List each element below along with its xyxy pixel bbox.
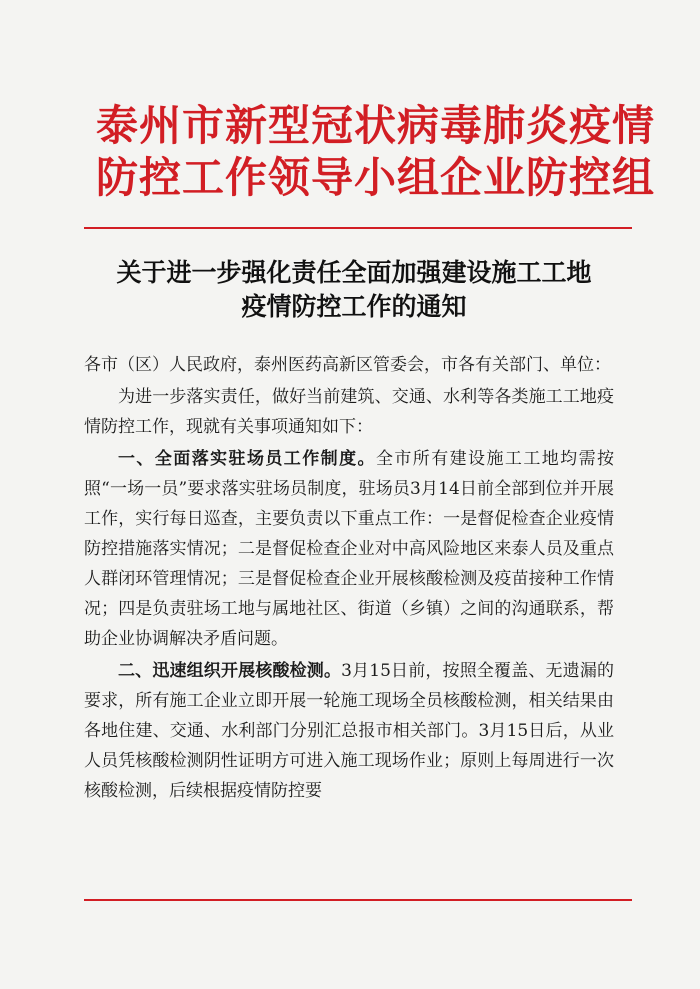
section-2-heading: 二、迅速组织开展核酸检测。	[118, 661, 342, 681]
title-line-2: 疫情防控工作的通知	[241, 292, 467, 321]
intro-paragraph: 为进一步落实责任，做好当前建筑、交通、水利等各类施工工地疫情防控工作，现就有关事项通知如下：	[84, 387, 614, 437]
footer-red-rule	[84, 899, 632, 901]
org-name-line-1: 泰州市新型冠状病毒肺炎疫情	[96, 101, 656, 150]
section-1-paragraph	[84, 444, 614, 654]
document-title	[80, 256, 628, 324]
salutation: 各市（区）人民政府，泰州医药高新区管委会，市各有关部门、单位：	[84, 355, 611, 375]
section-1-heading: 一、全面落实驻场员工作制度。	[118, 449, 376, 469]
issuing-organization-header	[96, 100, 656, 204]
section-2-text: 3月15日前，按照全覆盖、无遗漏的要求，所有施工企业立即开展一轮施工现场全员核酸检测，相关结果由各地住建、交通、水利部门分别汇总报市相关部门。3月15日后，从业人员凭核酸检测阴性证明方可进入施工现场作业；原则上每周进行一次核酸检测，后续根据疫情防控要	[84, 661, 615, 801]
org-name-line-2: 防控工作领导小组企业防控组	[96, 153, 656, 202]
section-2-paragraph	[84, 656, 614, 806]
title-line-1: 关于进一步强化责任全面加强建设施工工地	[116, 258, 592, 287]
section-1-text: 全市所有建设施工工地均需按照“一场一员”要求落实驻场员制度，驻场员3月14日前全部到位并开展工作，实行每日巡查，主要负责以下重点工作：一是督促检查企业疫情防控措施落实情况；二是督促检查企业对中高风险地区来泰人员及重点人群闭环管理情况；三是督促检查企业开展核酸检测及疫苗接种工作情况；四是负责驻场工地与属地社区、街道（乡镇）之间的沟通联系，帮助企业协调解决矛盾问题。	[84, 449, 615, 649]
header-red-rule	[84, 227, 632, 229]
document-body	[84, 350, 614, 806]
